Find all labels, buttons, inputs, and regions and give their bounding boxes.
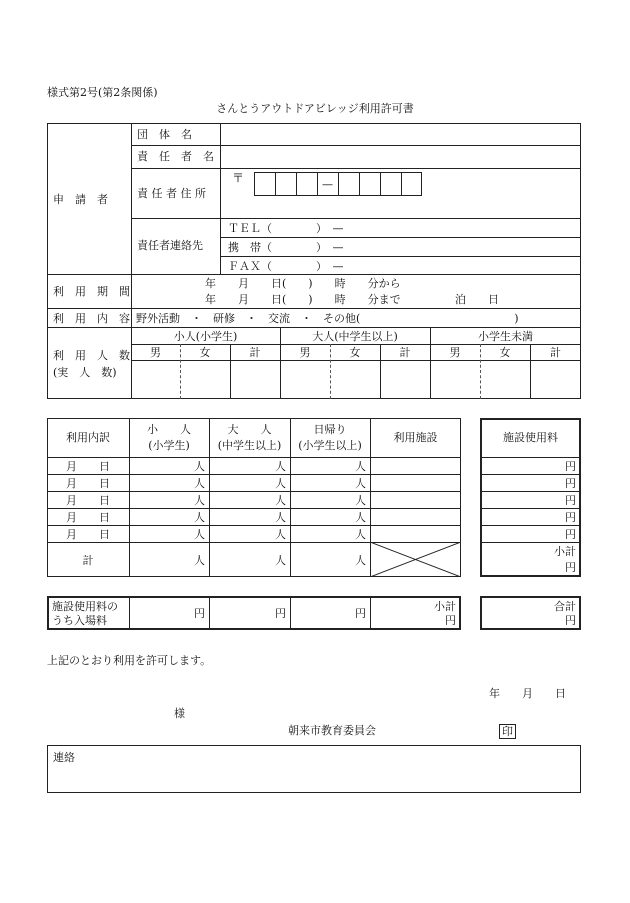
permit-date: 年 月 日 bbox=[489, 687, 566, 700]
grand-total-label: 合計 bbox=[554, 600, 576, 613]
postal-dash: — bbox=[322, 178, 333, 191]
child-female: 女 bbox=[199, 346, 211, 359]
admission-sublabel: うち入場料 bbox=[52, 614, 107, 627]
unit-day-total: 人 bbox=[355, 554, 366, 567]
unit-day-2: 人 bbox=[355, 477, 366, 490]
admission-subtotal-label: 小計 bbox=[434, 600, 456, 613]
unit-adult-1: 人 bbox=[275, 460, 286, 473]
child-total: 計 bbox=[249, 346, 261, 359]
seal-mark: 印 bbox=[499, 724, 516, 739]
admission-adult-yen: 円 bbox=[275, 607, 286, 620]
fee-header: 施設使用料 bbox=[503, 431, 558, 444]
preschool-group-header: 小学生未満 bbox=[478, 330, 533, 343]
admission-child-yen: 円 bbox=[194, 607, 205, 620]
unit-child-3: 人 bbox=[194, 494, 205, 507]
admission-subtotal-yen: 円 bbox=[445, 614, 456, 627]
fee-unit-1: 円 bbox=[565, 460, 576, 473]
headcount-sublabel: (実 人 数) bbox=[53, 366, 117, 379]
unit-adult-4: 人 bbox=[275, 511, 286, 524]
fee-unit-3: 円 bbox=[565, 494, 576, 507]
adult-male: 男 bbox=[299, 346, 311, 359]
daytrip-subheader: (小学生以上) bbox=[298, 439, 362, 452]
unit-day-5: 人 bbox=[355, 528, 366, 541]
facility-header: 利用施設 bbox=[393, 431, 438, 444]
address-field[interactable] bbox=[221, 199, 580, 217]
unit-day-1: 人 bbox=[355, 460, 366, 473]
adult-female: 女 bbox=[349, 346, 361, 359]
adult-group-header: 大人(中学生以上) bbox=[312, 330, 398, 343]
row-date-2: 月 日 bbox=[66, 477, 110, 490]
unit-adult-3: 人 bbox=[275, 494, 286, 507]
unit-day-4: 人 bbox=[355, 511, 366, 524]
tel-label: ＴＥＬ（ ） — bbox=[228, 222, 344, 235]
contact-label: 責任者連絡先 bbox=[137, 239, 203, 252]
unit-child-2: 人 bbox=[194, 477, 205, 490]
breakdown-total-label: 計 bbox=[82, 554, 94, 567]
unit-adult-5: 人 bbox=[275, 528, 286, 541]
page-title: さんとうアウトドアビレッジ利用許可書 bbox=[216, 102, 414, 115]
preschool-female: 女 bbox=[499, 346, 511, 359]
responsible-name-label: 責 任 者 名 bbox=[137, 150, 214, 163]
content-options: 野外活動 ・ 研修 ・ 交流 ・ その他( ) bbox=[136, 312, 519, 325]
row-date-3: 月 日 bbox=[66, 494, 110, 507]
applicant-section-label: 申 請 者 bbox=[53, 193, 108, 206]
contact-notes-label: 連絡 bbox=[53, 751, 75, 764]
unit-child-total: 人 bbox=[194, 554, 205, 567]
headcount-label: 利 用 人 数 bbox=[53, 349, 130, 362]
child-male: 男 bbox=[150, 346, 161, 359]
preschool-male: 男 bbox=[449, 346, 461, 359]
group-name-field[interactable] bbox=[221, 124, 580, 145]
permit-text: 上記のとおり利用を許可します。 bbox=[47, 654, 212, 667]
fee-unit-5: 円 bbox=[565, 528, 576, 541]
fee-subtotal-unit: 円 bbox=[565, 561, 576, 574]
postal-mark: 〒 bbox=[232, 171, 245, 185]
period-start: 年 月 日( ) 時 分から bbox=[205, 277, 401, 290]
fee-unit-2: 円 bbox=[565, 477, 576, 490]
period-label: 利 用 期 間 bbox=[53, 285, 130, 298]
fee-subtotal-label: 小計 bbox=[554, 545, 576, 558]
content-label: 利 用 内 容 bbox=[53, 312, 130, 325]
period-end: 年 月 日( ) 時 分まで bbox=[205, 293, 401, 306]
row-date-1: 月 日 bbox=[66, 460, 110, 473]
responsible-name-field[interactable] bbox=[221, 146, 580, 168]
daytrip-header: 日帰り bbox=[313, 423, 347, 436]
unit-adult-2: 人 bbox=[275, 477, 286, 490]
usage-header: 利用内訳 bbox=[66, 431, 110, 444]
adult-total: 計 bbox=[399, 346, 411, 359]
child-group-header: 小人(小学生) bbox=[173, 330, 238, 343]
mobile-label: 携 帯（ ） — bbox=[228, 241, 344, 254]
unit-child-4: 人 bbox=[194, 511, 205, 524]
adult-header: 大 人 bbox=[227, 423, 272, 436]
contact-notes-box[interactable] bbox=[47, 745, 581, 793]
recipient-honorific: 様 bbox=[174, 707, 185, 720]
admission-day-yen: 円 bbox=[355, 607, 366, 620]
fax-label: ＦＡＸ（ ） — bbox=[228, 260, 344, 273]
issuer-name: 朝来市教育委員会 bbox=[288, 724, 376, 737]
nights-days: 泊 日 bbox=[455, 293, 499, 306]
address-label: 責 任 者 住 所 bbox=[137, 187, 206, 200]
row-date-4: 月 日 bbox=[66, 511, 110, 524]
unit-day-3: 人 bbox=[355, 494, 366, 507]
child-subheader: (小学生) bbox=[148, 439, 190, 452]
unit-child-1: 人 bbox=[194, 460, 205, 473]
fee-unit-4: 円 bbox=[565, 511, 576, 524]
child-header: 小 人 bbox=[147, 423, 191, 436]
unit-adult-total: 人 bbox=[275, 554, 286, 567]
group-name-label: 団 体 名 bbox=[137, 128, 192, 141]
preschool-total: 計 bbox=[550, 346, 561, 359]
grand-total-yen: 円 bbox=[565, 614, 576, 627]
admission-label: 施設使用料の bbox=[52, 600, 118, 613]
form-number: 様式第2号(第2条関係) bbox=[47, 86, 158, 99]
unit-child-5: 人 bbox=[194, 528, 205, 541]
crossed-out-cell bbox=[370, 542, 461, 577]
row-date-5: 月 日 bbox=[66, 528, 110, 541]
adult-subheader: (中学生以上) bbox=[217, 439, 282, 452]
